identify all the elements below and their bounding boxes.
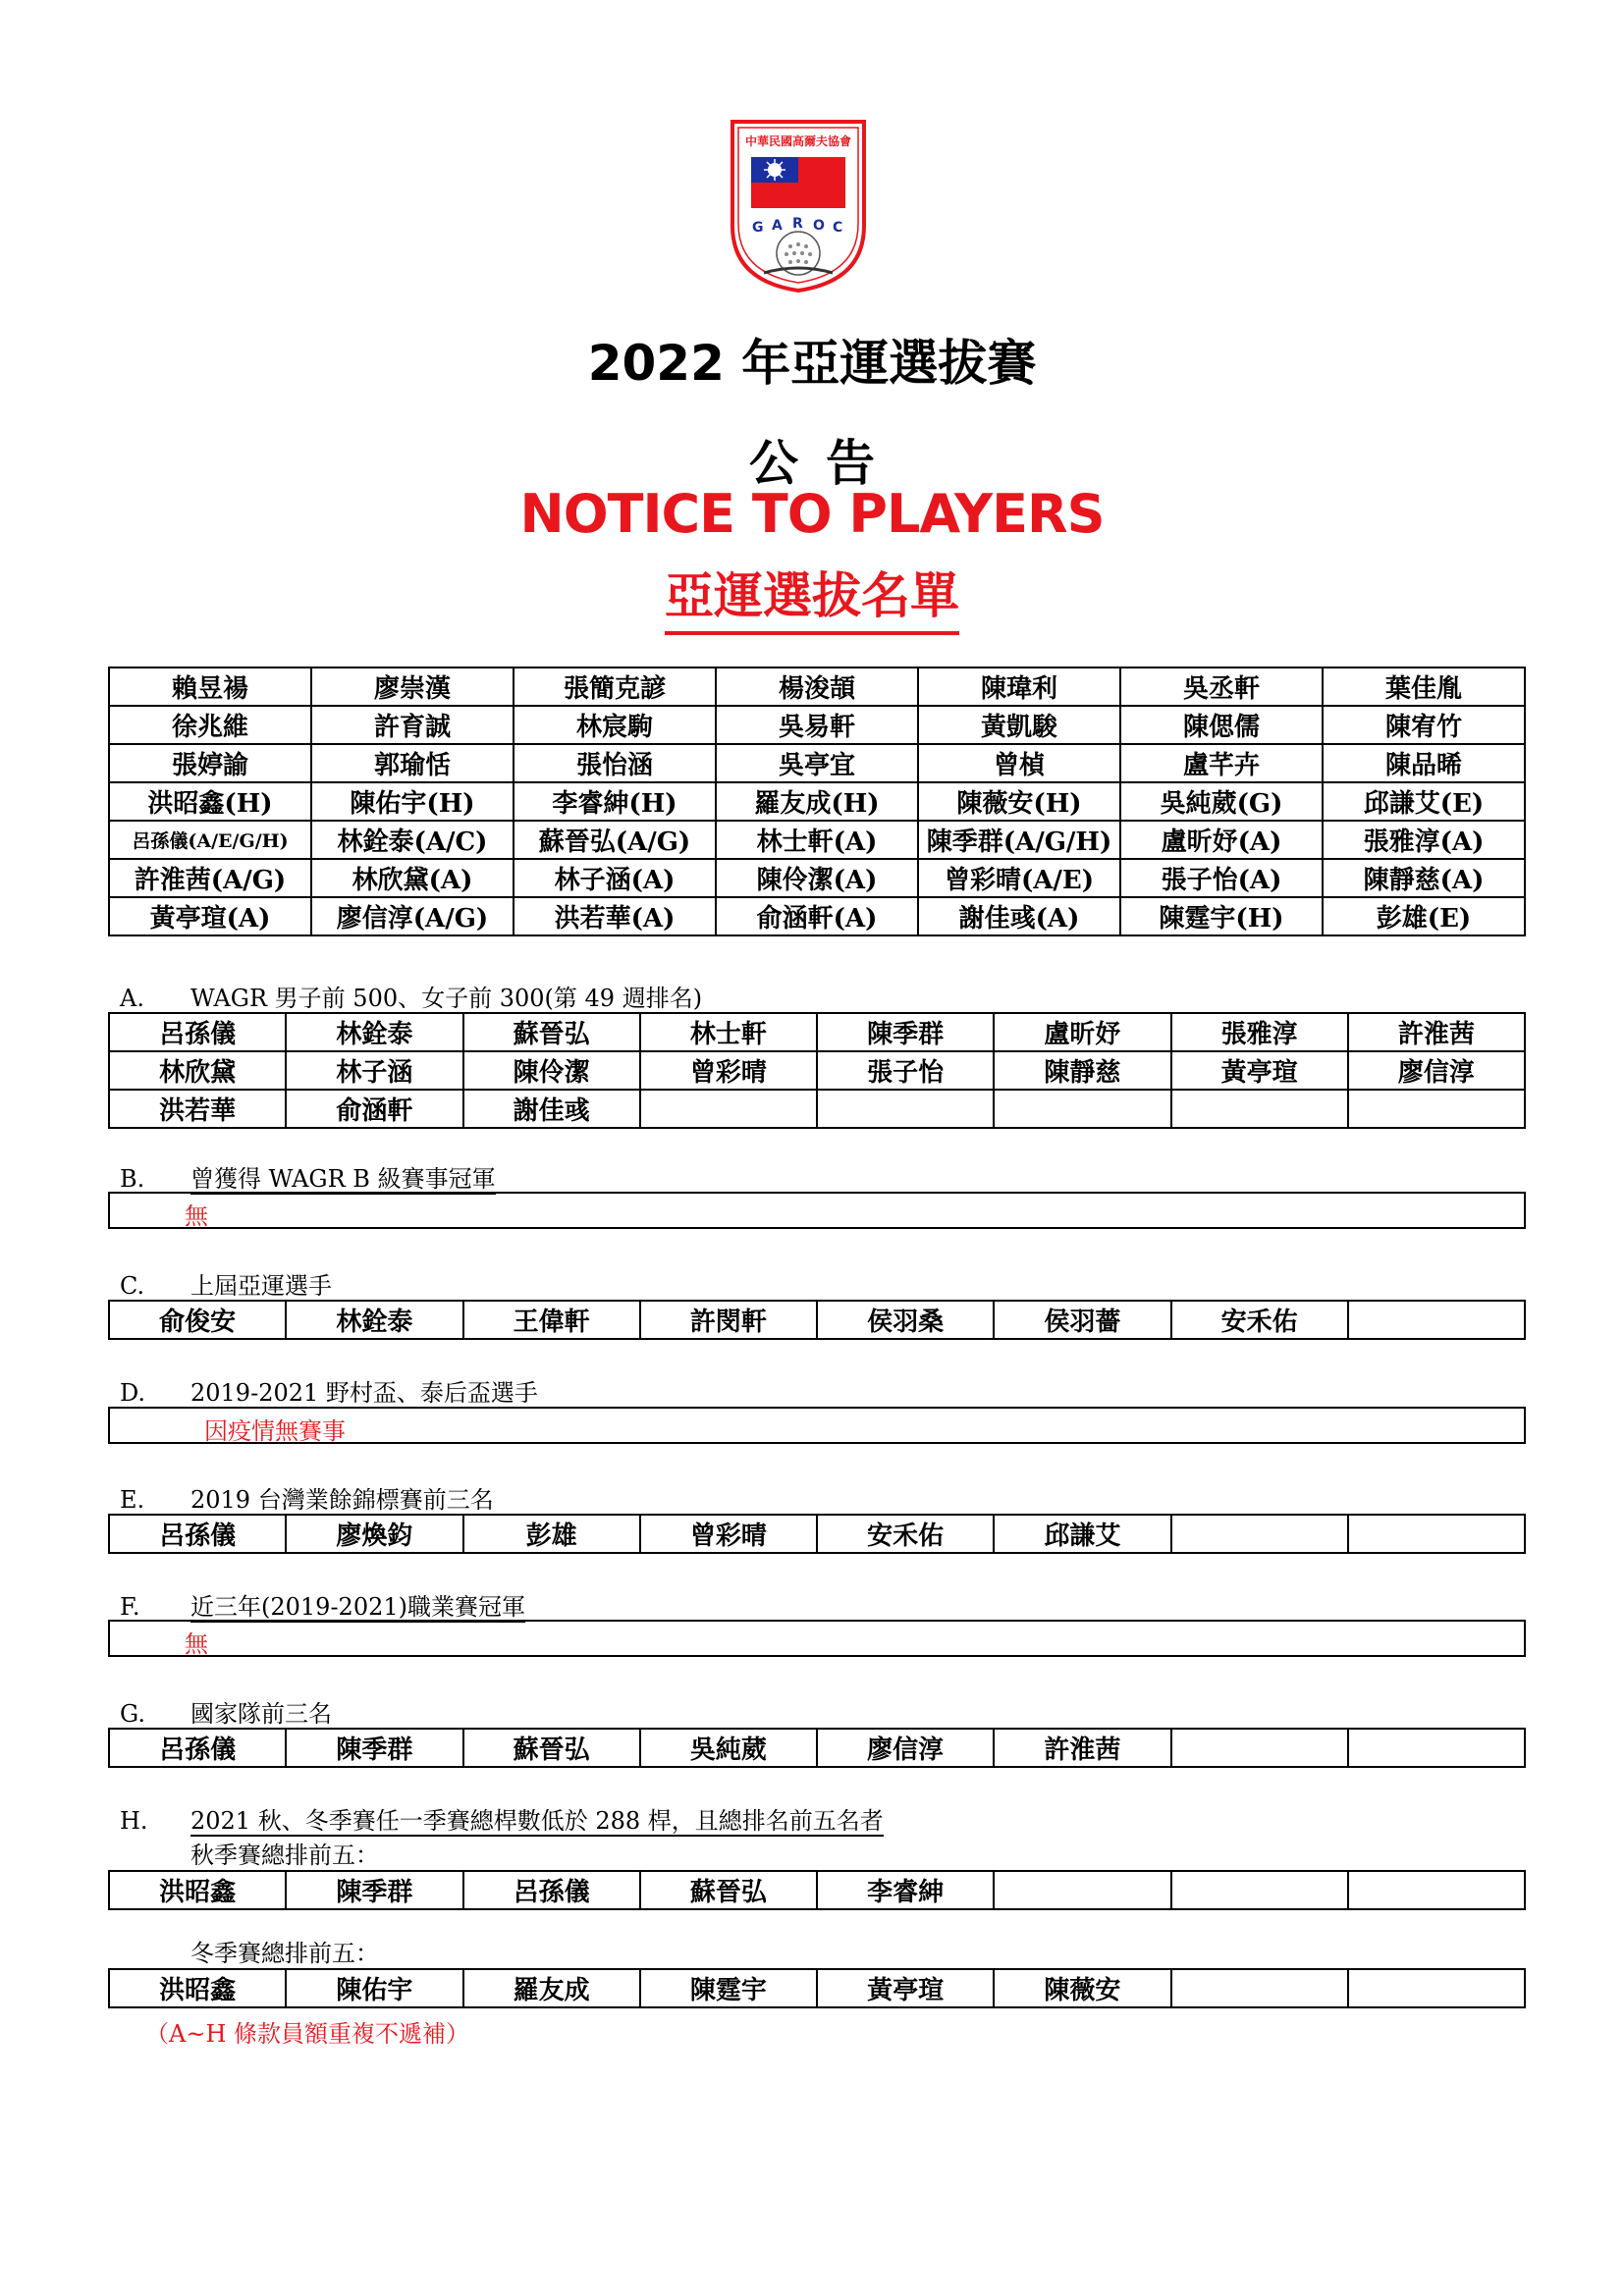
section-g-heading <box>120 1694 332 1729</box>
player-cell: 陳伶潔(A) <box>716 859 918 897</box>
player-cell <box>1348 1729 1525 1767</box>
table-row <box>109 1013 1525 1051</box>
player-cell: 洪若華(A) <box>514 897 716 935</box>
logo-letter-g: G <box>752 220 764 236</box>
section-letter: G. <box>120 1700 145 1728</box>
section-f-box <box>108 1620 1526 1657</box>
player-cell: 張雅淳 <box>1171 1013 1348 1051</box>
table-row <box>109 821 1525 859</box>
player-cell <box>1348 1515 1525 1553</box>
player-cell: 陳季群 <box>286 1729 462 1767</box>
player-cell: 陳靜慈(A) <box>1323 859 1525 897</box>
player-cell: 彭雄(E) <box>1323 897 1525 935</box>
player-cell: 安禾佑 <box>1171 1301 1348 1339</box>
player-cell: 陳薇安(H) <box>918 782 1120 821</box>
player-cell: 盧芊卉 <box>1120 744 1323 782</box>
player-cell: 曾楨 <box>918 744 1120 782</box>
selection-list-table <box>108 667 1526 936</box>
section-c-heading <box>120 1266 332 1301</box>
player-cell: 呂孫儀 <box>109 1515 286 1553</box>
player-cell: 廖煥鈞 <box>286 1515 462 1553</box>
player-cell <box>994 1871 1170 1909</box>
table-row <box>109 859 1525 897</box>
player-cell: 俞涵軒 <box>286 1090 462 1128</box>
table-row <box>109 1051 1525 1090</box>
player-cell: 林銓泰(A/C) <box>311 821 514 859</box>
player-cell <box>817 1090 994 1128</box>
player-cell: 林子涵(A) <box>514 859 716 897</box>
player-cell: 呂孫儀 <box>109 1013 286 1051</box>
player-cell: 吳亭宜 <box>716 744 918 782</box>
player-cell: 呂孫儀(A/E/G/H) <box>109 821 311 859</box>
section-f-heading <box>120 1587 525 1622</box>
player-cell: 黃亭瑄 <box>817 1969 994 2007</box>
player-cell: 蘇晉弘 <box>463 1013 640 1051</box>
player-cell: 呂孫儀 <box>109 1729 286 1767</box>
section-title: 2019-2021 野村盃、泰后盃選手 <box>190 1379 538 1407</box>
page-title: 2022 年亞運選拔賽 <box>587 335 1037 392</box>
section-title: 2021 秋、冬季賽任一季賽總桿數低於 288 桿，且總排名前五名者 <box>190 1807 884 1835</box>
player-cell: 陳靜慈 <box>994 1051 1170 1090</box>
player-cell: 許淮茜 <box>994 1729 1170 1767</box>
section-title: 上屆亞運選手 <box>190 1272 332 1300</box>
player-cell: 廖信淳 <box>1348 1051 1525 1090</box>
player-cell <box>1171 1969 1348 2007</box>
list-subtitle <box>0 557 1624 635</box>
section-letter: H. <box>120 1807 148 1835</box>
autumn-label: 秋季賽總排前五： <box>190 1842 379 1869</box>
player-cell: 曾彩晴 <box>640 1051 817 1090</box>
player-cell: 張雅淳(A) <box>1323 821 1525 859</box>
section-h-winter-table <box>108 1968 1526 2008</box>
section-letter: C. <box>120 1272 145 1300</box>
section-title: WAGR 男子前 500、女子前 300(第 49 週排名) <box>190 985 703 1012</box>
section-letter: A. <box>120 985 144 1012</box>
player-cell: 陳季群 <box>817 1013 994 1051</box>
player-cell: 羅友成(H) <box>716 782 918 821</box>
logo-letter-r: R <box>792 216 803 232</box>
player-cell: 廖崇漢 <box>311 667 514 706</box>
player-cell: 廖信淳(A/G) <box>311 897 514 935</box>
section-d-box <box>108 1407 1526 1444</box>
player-cell: 許淮茜(A/G) <box>109 859 311 897</box>
player-cell <box>1348 1871 1525 1909</box>
player-cell: 洪昭鑫(H) <box>109 782 311 821</box>
player-cell: 林宸駒 <box>514 706 716 744</box>
player-cell: 陳薇安 <box>994 1969 1170 2007</box>
player-cell: 盧昕妤(A) <box>1120 821 1323 859</box>
player-cell: 許育誠 <box>311 706 514 744</box>
player-cell: 林欣黛 <box>109 1051 286 1090</box>
player-cell: 林士軒 <box>640 1013 817 1051</box>
section-title: 2019 台灣業餘錦標賽前三名 <box>190 1486 494 1514</box>
player-cell <box>1171 1090 1348 1128</box>
player-cell: 呂孫儀 <box>463 1871 640 1909</box>
player-cell: 羅友成 <box>463 1969 640 2007</box>
player-cell: 王偉軒 <box>463 1301 640 1339</box>
player-cell <box>1348 1969 1525 2007</box>
section-b-value: 無 <box>185 1202 208 1230</box>
section-f-value: 無 <box>185 1630 208 1658</box>
player-cell: 洪若華 <box>109 1090 286 1128</box>
section-h-heading <box>120 1801 884 1836</box>
player-cell: 謝佳彧(A) <box>918 897 1120 935</box>
section-title: 國家隊前三名 <box>190 1700 332 1728</box>
section-e-table <box>108 1514 1526 1554</box>
section-title: 近三年(2019-2021)職業賽冠軍 <box>190 1593 525 1621</box>
player-cell: 黃亭瑄 <box>1171 1051 1348 1090</box>
player-cell <box>640 1090 817 1128</box>
player-cell: 林士軒(A) <box>716 821 918 859</box>
player-cell: 黃凱駿 <box>918 706 1120 744</box>
table-row <box>109 782 1525 821</box>
section-h-autumn-table <box>108 1870 1526 1910</box>
player-cell: 曾彩晴(A/E) <box>918 859 1120 897</box>
player-cell: 陳佑宇(H) <box>311 782 514 821</box>
table-row <box>109 1515 1525 1553</box>
player-cell <box>1171 1871 1348 1909</box>
section-a-heading <box>120 979 702 1013</box>
player-cell: 洪昭鑫 <box>109 1871 286 1909</box>
section-b-heading <box>120 1159 496 1194</box>
logo-letter-o: O <box>813 218 825 234</box>
player-cell: 許淮茜 <box>1348 1013 1525 1051</box>
player-cell: 蘇晉弘 <box>640 1871 817 1909</box>
player-cell: 陳伶潔 <box>463 1051 640 1090</box>
player-cell: 林欣黛(A) <box>311 859 514 897</box>
player-cell: 俞俊安 <box>109 1301 286 1339</box>
player-cell: 蘇晉弘 <box>463 1729 640 1767</box>
player-cell: 侯羽桑 <box>817 1301 994 1339</box>
player-cell: 陳瑋利 <box>918 667 1120 706</box>
player-cell: 林銓泰 <box>286 1301 462 1339</box>
player-cell: 林子涵 <box>286 1051 462 1090</box>
table-row <box>109 1729 1525 1767</box>
player-cell <box>1171 1515 1348 1553</box>
player-cell: 陳佑宇 <box>286 1969 462 2007</box>
player-cell: 盧昕妤 <box>994 1013 1170 1051</box>
section-letter: F. <box>120 1593 140 1621</box>
player-cell: 張簡克諺 <box>514 667 716 706</box>
section-c-table <box>108 1300 1526 1340</box>
player-cell: 邱謙艾(E) <box>1323 782 1525 821</box>
player-cell <box>1348 1301 1525 1339</box>
list-subtitle-text: 亞運選拔名單 <box>665 557 959 635</box>
notice-title-cn: 公告 <box>749 435 902 492</box>
logo-letter-c: C <box>833 220 843 236</box>
player-cell: 張婷諭 <box>109 744 311 782</box>
player-cell <box>1171 1729 1348 1767</box>
player-cell: 李睿紳 <box>817 1871 994 1909</box>
section-title: 曾獲得 WAGR B 級賽事冠軍 <box>190 1165 496 1193</box>
section-d-heading <box>120 1373 538 1408</box>
player-cell: 徐兆維 <box>109 706 311 744</box>
player-cell: 張子怡(A) <box>1120 859 1323 897</box>
section-b-box <box>108 1192 1526 1229</box>
player-cell: 陳季群 <box>286 1871 462 1909</box>
player-cell: 陳宥竹 <box>1323 706 1525 744</box>
section-e-heading <box>120 1480 494 1515</box>
section-letter: E. <box>120 1486 145 1514</box>
player-cell <box>1348 1090 1525 1128</box>
player-cell: 李睿紳(H) <box>514 782 716 821</box>
winter-label: 冬季賽總排前五： <box>190 1940 379 1967</box>
table-row <box>109 897 1525 935</box>
player-cell: 林銓泰 <box>286 1013 462 1051</box>
player-cell: 洪昭鑫 <box>109 1969 286 2007</box>
player-cell: 吳易軒 <box>716 706 918 744</box>
section-letter: B. <box>120 1165 145 1193</box>
player-cell: 陳季群(A/G/H) <box>918 821 1120 859</box>
player-cell: 陳霆宇 <box>640 1969 817 2007</box>
player-cell: 陳偲儒 <box>1120 706 1323 744</box>
player-cell: 安禾佑 <box>817 1515 994 1553</box>
player-cell: 吳純葳 <box>640 1729 817 1767</box>
table-row <box>109 744 1525 782</box>
player-cell: 陳品晞 <box>1323 744 1525 782</box>
player-cell: 張子怡 <box>817 1051 994 1090</box>
player-cell: 郭瑜恬 <box>311 744 514 782</box>
logo-letter-a: A <box>772 218 783 234</box>
player-cell: 吳純葳(G) <box>1120 782 1323 821</box>
table-row <box>109 1969 1525 2007</box>
player-cell: 廖信淳 <box>817 1729 994 1767</box>
table-row <box>109 1871 1525 1909</box>
garoc-logo <box>725 116 872 294</box>
player-cell: 賴昱禓 <box>109 667 311 706</box>
player-cell: 蘇晉弘(A/G) <box>514 821 716 859</box>
player-cell: 俞涵軒(A) <box>716 897 918 935</box>
notice-title-en: NOTICE TO PLAYERS <box>519 483 1105 545</box>
table-row <box>109 1301 1525 1339</box>
player-cell <box>994 1090 1170 1128</box>
player-cell: 謝佳彧 <box>463 1090 640 1128</box>
player-cell: 邱謙艾 <box>994 1515 1170 1553</box>
section-a-table <box>108 1012 1526 1129</box>
player-cell: 陳霆宇(H) <box>1120 897 1323 935</box>
player-cell: 楊浚頡 <box>716 667 918 706</box>
player-cell: 張怡涵 <box>514 744 716 782</box>
footnote: （A~H 條款員額重複不遞補） <box>145 2020 469 2048</box>
table-row <box>109 706 1525 744</box>
section-g-table <box>108 1728 1526 1768</box>
player-cell: 黃亭瑄(A) <box>109 897 311 935</box>
section-letter: D. <box>120 1379 146 1407</box>
table-row <box>109 1090 1525 1128</box>
player-cell: 侯羽薔 <box>994 1301 1170 1339</box>
logo-org-name: 中華民國高爾夫協會 <box>744 134 852 148</box>
player-cell: 彭雄 <box>463 1515 640 1553</box>
player-cell: 許閔軒 <box>640 1301 817 1339</box>
player-cell: 曾彩晴 <box>640 1515 817 1553</box>
player-cell: 葉佳胤 <box>1323 667 1525 706</box>
table-row <box>109 667 1525 706</box>
section-d-value: 因疫情無賽事 <box>204 1417 346 1445</box>
player-cell: 吳丞軒 <box>1120 667 1323 706</box>
